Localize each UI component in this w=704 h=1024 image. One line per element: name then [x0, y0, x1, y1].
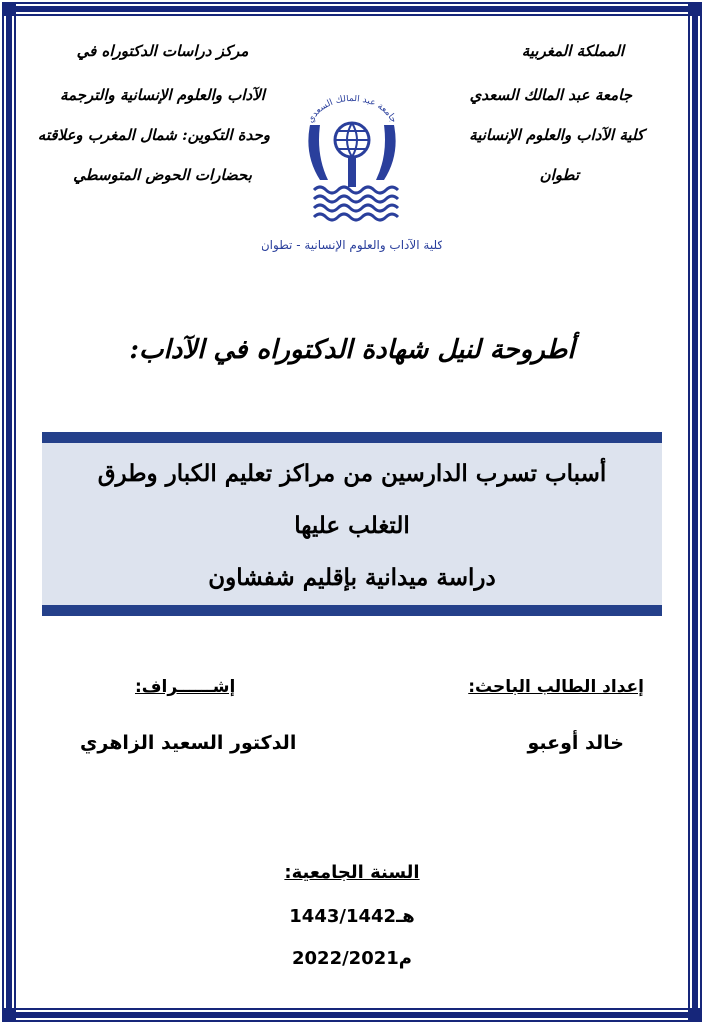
corner-ornament-top-right [688, 4, 700, 16]
student-label: إعداد الطالب الباحث: [468, 677, 644, 697]
header-university: جامعة عبد المالك السعدي [469, 86, 632, 104]
thesis-subtitle: دراسة ميدانية بإقليم شفشاون [208, 564, 496, 591]
academic-year-gregorian: 2022/2021م [292, 948, 412, 969]
thesis-type: أطروحة لنيل شهادة الدكتوراه في الآداب: [129, 335, 575, 365]
header-city: تطوان [539, 166, 579, 184]
header-country: المملكة المغربية [521, 42, 624, 60]
supervisor-name: الدكتور السعيد الزاهري [80, 732, 297, 754]
header-faculty: كلية الآداب والعلوم الإنسانية [469, 126, 644, 144]
logo-ring-text: جامعة عبد المالك السعدي [305, 95, 399, 125]
faculty-logo [262, 95, 442, 265]
logo-emblem-icon [262, 95, 442, 265]
thesis-title-line1: أسباب تسرب الدارسين من مراكز تعليم الكبار وطرق [97, 460, 607, 487]
student-name: خالد أوعبو [527, 732, 624, 754]
logo-caption: كلية الآداب والعلوم الإنسانية - تطوان [262, 238, 442, 252]
supervisor-label: إشــــــراف: [135, 677, 236, 697]
header-training-unit: وحدة التكوين: شمال المغرب وعلاقته [37, 126, 270, 144]
title-box-top-bar [42, 432, 662, 443]
corner-ornament-top-left [4, 4, 16, 16]
corner-ornament-bottom-left [4, 1008, 16, 1020]
header-doctoral-center: مركز دراسات الدكتوراه في [76, 42, 249, 60]
academic-year-hijri: 1443/1442هـ [289, 906, 415, 927]
title-box-bottom-bar [42, 605, 662, 616]
header-doctoral-field: الآداب والعلوم الإنسانية والترجمة [60, 86, 265, 104]
title-box [42, 432, 662, 616]
thesis-title-line2: التغلب عليها [294, 512, 410, 539]
academic-year-label: السنة الجامعية: [284, 862, 420, 883]
header-training-unit-cont: بحضارات الحوض المتوسطي [73, 166, 252, 184]
corner-ornament-bottom-right [688, 1008, 700, 1020]
